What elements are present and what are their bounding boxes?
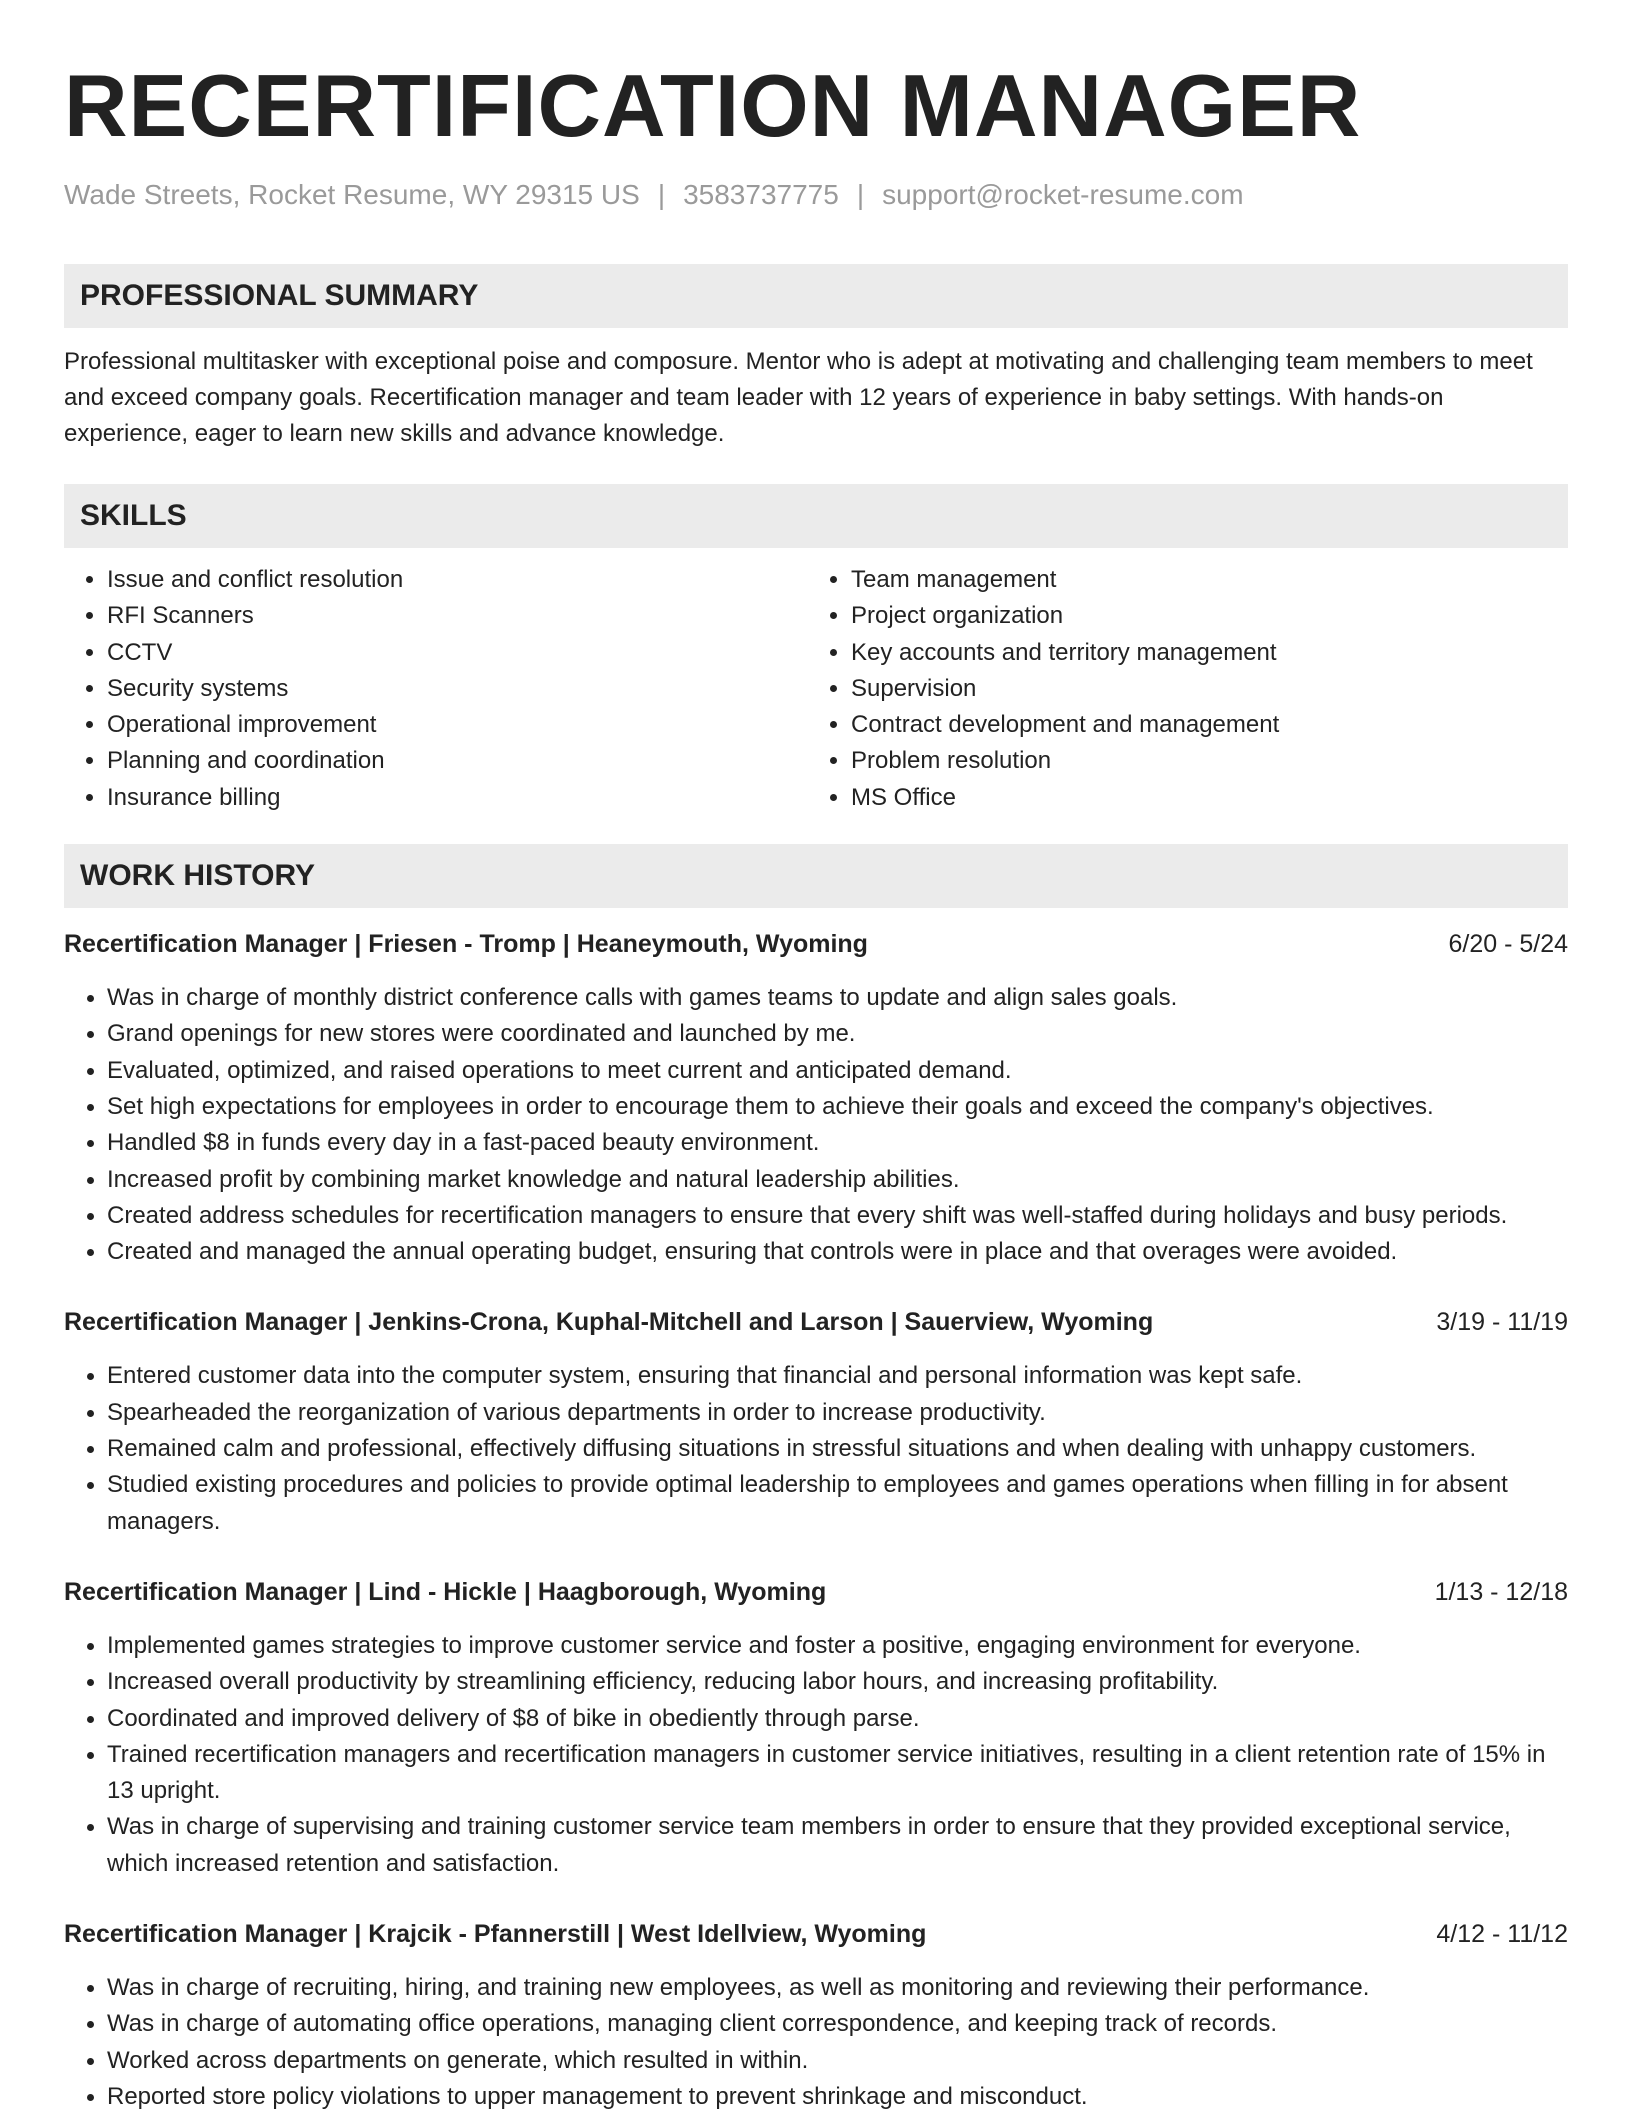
skill-item: • Issue and conflict resolution	[107, 562, 808, 598]
job-bullet: • Studied existing procedures and policies to provide optimal leadership to employees and games operations when filling in for absent managers.	[107, 1467, 1568, 1540]
job-bullet: • Reported store policy violations to upper management to prevent shrinkage and misconduct.	[107, 2079, 1568, 2115]
job-entry	[64, 1574, 1568, 1882]
job-entry	[64, 1304, 1568, 1539]
job-title: Recertification Manager | Friesen - Tromp | Heaneymouth, Wyoming	[64, 930, 868, 959]
job-title: Recertification Manager | Jenkins-Crona, Kuphal-Mitchell and Larson | Sauerview, Wyoming	[64, 1308, 1154, 1337]
job-title: Recertification Manager | Krajcik - Pfannerstill | West Idellview, Wyoming	[64, 1920, 927, 1949]
skill-item: • Key accounts and territory management	[851, 635, 1568, 671]
job-bullet: • Was in charge of recruiting, hiring, and training new employees, as well as monitoring and reviewing their performance.	[107, 1970, 1568, 2006]
skill-item: • RFI Scanners	[107, 598, 808, 634]
job-header	[64, 1916, 1568, 1952]
skills-list	[64, 562, 1568, 816]
skills-heading: SKILLS	[64, 484, 1568, 548]
job-entry	[64, 1916, 1568, 2115]
job-bullet: • Implemented games strategies to improve customer service and foster a positive, engaging environment for everyone.	[107, 1628, 1568, 1664]
summary-text: Professional multitasker with exceptional poise and composure. Mentor who is adept at motivating and challenging team members to meet and exceed company goals. Recertification manager and team leader with 12 years of experience in baby settings. With hands-on experience, eager to learn new skills and advance knowledge.	[64, 348, 1533, 447]
job-bullet: • Created address schedules for recertification managers to ensure that every shift was well-staffed during holidays and busy periods.	[107, 1198, 1568, 1234]
skill-item: • Project organization	[851, 598, 1568, 634]
work-history-heading: WORK HISTORY	[64, 844, 1568, 908]
contact-separator: |	[657, 179, 666, 210]
job-dates: 3/19 - 11/19	[1436, 1308, 1568, 1337]
job-title: Recertification Manager | Lind - Hickle | Haagborough, Wyoming	[64, 1577, 827, 1606]
job-bullet: • Remained calm and professional, effectively diffusing situations in stressful situations and when dealing with unhappy customers.	[107, 1431, 1568, 1467]
contact-separator: |	[856, 179, 865, 210]
job-bullets	[64, 1628, 1568, 1882]
skills-column-right	[808, 562, 1568, 816]
skill-item: • Insurance billing	[107, 780, 808, 816]
job-dates: 1/13 - 12/18	[1434, 1577, 1568, 1606]
contact-line	[64, 178, 1568, 212]
skill-item: • Planning and coordination	[107, 743, 808, 779]
skill-item: • Operational improvement	[107, 707, 808, 743]
job-bullets	[64, 1358, 1568, 1539]
skill-item: • Problem resolution	[851, 743, 1568, 779]
skill-item: • CCTV	[107, 635, 808, 671]
resume-name: RECERTIFICATION MANAGER	[64, 56, 1362, 155]
job-bullet: • Set high expectations for employees in order to encourage them to achieve their goals and exceed the company's objectives.	[107, 1089, 1568, 1125]
job-bullet: • Spearheaded the reorganization of various departments in order to increase productivity.	[107, 1395, 1568, 1431]
job-bullet: • Trained recertification managers and recertification managers in customer service initiatives, resulting in a client retention rate of 15% in 13 upright.	[107, 1737, 1568, 1810]
job-dates: 6/20 - 5/24	[1448, 930, 1568, 959]
skill-item: • Security systems	[107, 671, 808, 707]
job-header	[64, 1304, 1568, 1340]
job-bullet: • Handled $8 in funds every day in a fast-paced beauty environment.	[107, 1125, 1568, 1161]
contact-email: support@rocket-resume.com	[882, 179, 1244, 210]
job-bullets	[64, 1970, 1568, 2115]
job-bullet: • Increased overall productivity by streamlining efficiency, reducing labor hours, and increasing profitability.	[107, 1664, 1568, 1700]
skill-item: • MS Office	[851, 780, 1568, 816]
job-header	[64, 1574, 1568, 1610]
job-bullet: • Increased profit by combining market knowledge and natural leadership abilities.	[107, 1162, 1568, 1198]
job-bullet: • Entered customer data into the computer system, ensuring that financial and personal information was kept safe.	[107, 1358, 1568, 1394]
job-bullet: • Grand openings for new stores were coordinated and launched by me.	[107, 1016, 1568, 1052]
job-bullets	[64, 980, 1568, 1270]
job-header	[64, 926, 1568, 962]
contact-address: Wade Streets, Rocket Resume, WY 29315 US	[64, 179, 640, 210]
skills-column-left	[64, 562, 808, 816]
summary-heading: PROFESSIONAL SUMMARY	[64, 264, 1568, 328]
job-bullet: • Coordinated and improved delivery of $8 of bike in obediently through parse.	[107, 1701, 1568, 1737]
job-bullet: • Created and managed the annual operating budget, ensuring that controls were in place and that overages were avoided.	[107, 1234, 1568, 1270]
job-bullet: • Evaluated, optimized, and raised operations to meet current and anticipated demand.	[107, 1053, 1568, 1089]
job-bullet: • Was in charge of automating office operations, managing client correspondence, and keeping track of records.	[107, 2006, 1568, 2042]
job-entry	[64, 926, 1568, 1270]
skill-item: • Team management	[851, 562, 1568, 598]
job-dates: 4/12 - 11/12	[1436, 1920, 1568, 1949]
skill-item: • Supervision	[851, 671, 1568, 707]
contact-phone: 3583737775	[683, 179, 839, 210]
job-bullet: • Was in charge of supervising and training customer service team members in order to ensure that they provided exceptional service, which increased retention and satisfaction.	[107, 1809, 1568, 1882]
job-bullet: • Was in charge of monthly district conference calls with games teams to update and align sales goals.	[107, 980, 1568, 1016]
skill-item: • Contract development and management	[851, 707, 1568, 743]
job-bullet: • Worked across departments on generate, which resulted in within.	[107, 2043, 1568, 2079]
